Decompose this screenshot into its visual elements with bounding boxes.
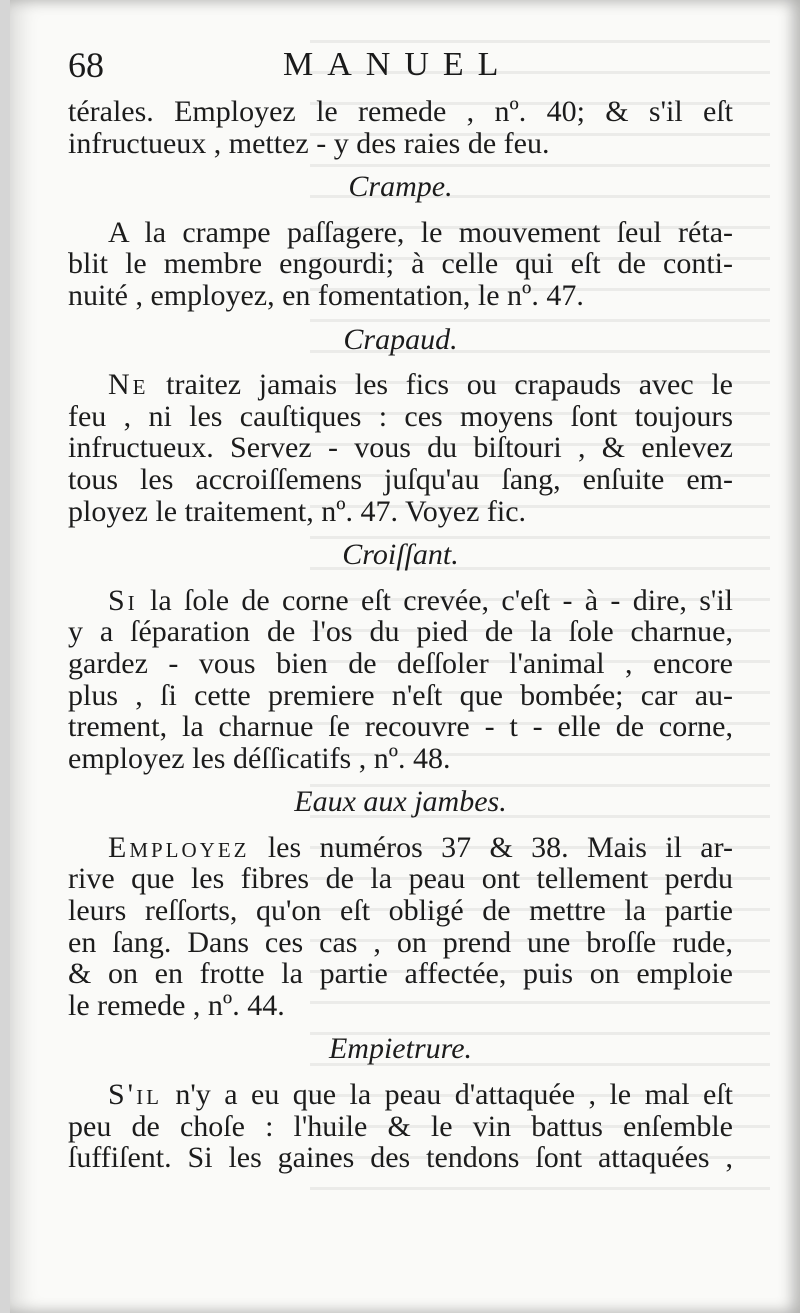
text-line [68, 1079, 733, 1111]
text-line: térales. Employez le remede , nº. 40; & s'il eſt [68, 95, 733, 128]
text-line: employez les déſſicatifs , nº. 48. [68, 741, 451, 775]
text-line: peu de choſe : l'huile & le vin battus enſemble [68, 1109, 733, 1143]
page-header [68, 44, 728, 94]
text-block [68, 96, 733, 1174]
text-line: & on en frotte la partie affectée, puis on emploie [68, 957, 733, 991]
section-heading-crapaud: Crapaud. [343, 322, 458, 356]
text-line: nuité , employez, en fomentation, le nº. 47. [68, 278, 584, 312]
text-line: blit le membre engourdi; à celle qui eſt de conti- [68, 247, 733, 281]
lead-word: Ne [108, 368, 149, 402]
text-line: gardez - vous bien de deſſoler l'animal , encore [68, 646, 733, 680]
text-line [68, 832, 733, 864]
paragraph-croissant [68, 585, 733, 775]
text-line: infructueux , mettez - y des raies de feu. [68, 126, 550, 160]
line-rest: n'y a eu que la peau d'attaquée , le mal eſt [161, 1078, 733, 1112]
section-heading-eaux: Eaux aux jambes. [294, 785, 507, 819]
lead-word: Employez [108, 830, 250, 864]
text-line: leurs reſſorts, qu'on eſt obligé de mettre la partie [68, 894, 733, 928]
section-heading-croissant: Croiſſant. [342, 538, 459, 572]
line-rest: traitez jamais les fics ou crapauds avec le [148, 368, 733, 402]
text-line: trement, la charnue ſe recouvre - t - elle de corne, [68, 710, 733, 744]
paragraph-continuation [68, 96, 733, 159]
paragraph-eaux [68, 832, 733, 1022]
lead-word: S'il [108, 1078, 162, 1112]
text-line: tous les accroiſſemens juſqu'au ſang, enſuite em- [68, 462, 733, 496]
text-line [68, 585, 733, 617]
text-line: le remede , nº. 44. [68, 988, 285, 1022]
text-line: feu , ni les cauſtiques : ces moyens ſont toujours [68, 399, 733, 433]
lead-word: Si [108, 583, 138, 617]
line-rest: la ſole de corne eſt crevée, c'eſt - à - dire, s'il [137, 583, 733, 617]
paragraph-crapaud [68, 369, 733, 527]
text-line: en ſang. Dans ces cas , on prend une broſſe rude, [68, 925, 733, 959]
text-line: infructueux. Servez - vous du biſtouri , & enlevez [68, 431, 733, 465]
text-line: ſuffiſent. Si les gaines des tendons ſont attaquées , [68, 1141, 733, 1175]
paragraph-empietrure [68, 1079, 733, 1174]
paragraph-crampe [68, 217, 733, 312]
text-line: y a ſéparation de l'os du pied de la ſole charnue, [68, 615, 733, 649]
text-line: rive que les fibres de la peau ont tellement perdu [68, 862, 733, 896]
text-line: ployez le traitement, nº. 47. Voyez fic. [68, 494, 527, 528]
section-heading-empietrure: Empietrure. [328, 1032, 473, 1066]
running-title: MANUEL [283, 46, 513, 83]
section-heading-crampe: Crampe. [348, 170, 453, 204]
text-line [68, 369, 733, 401]
line-rest: les numéros 37 & 38. Mais il ar- [249, 830, 733, 864]
text-line: plus , ſi cette premiere n'eſt que bombée; car au- [68, 678, 733, 712]
book-page [10, 0, 800, 1313]
page-number: 68 [68, 45, 104, 85]
text-line: A la crampe paſſagere, le mouvement ſeul réta- [108, 215, 733, 249]
